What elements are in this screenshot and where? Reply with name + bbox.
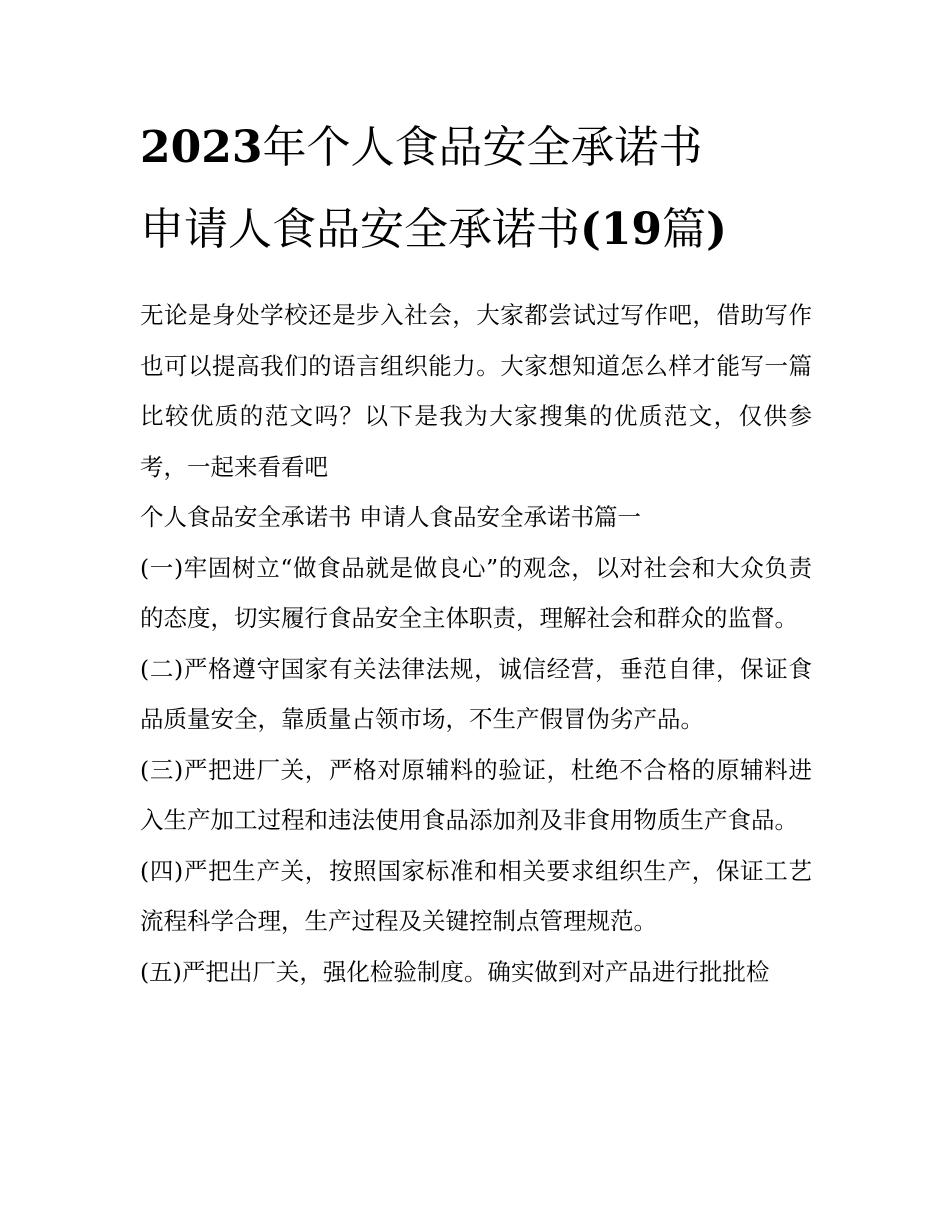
title-line-1	[140, 112, 812, 184]
commitment-item-2: (二)严格遵守国家有关法律法规，诚信经营，垂范自律，保证食品质量安全，靠质量占领市场，不生产假冒伪劣产品。	[140, 654, 812, 733]
title-line-2	[140, 194, 812, 266]
document-title	[140, 112, 812, 266]
section-heading: 个人食品安全承诺书 申请人食品安全承诺书篇一	[140, 503, 641, 531]
document-body	[140, 290, 812, 997]
commitment-item-3: (三)严把进厂关，严格对原辅料的验证，杜绝不合格的原辅料进入生产加工过程和违法使用食品添加剂及非食用物质生产食品。	[140, 755, 812, 834]
title-year: 2023	[140, 122, 263, 173]
title-count-close: )	[706, 204, 727, 255]
document-page	[140, 112, 812, 997]
commitment-item-4: (四)严把生产关，按照国家标准和相关要求组织生产，保证工艺流程科学合理，生产过程及关键控制点管理规范。	[140, 856, 812, 935]
commitment-item-1: (一)牢固树立“做食品就是做良心”的观念，以对社会和大众负责的态度，切实履行食品安全主体职责，理解社会和群众的监督。	[140, 553, 812, 632]
intro-paragraph: 无论是身处学校还是步入社会，大家都尝试过写作吧，借助写作也可以提高我们的语言组织能力。大家想知道怎么样才能写一篇比较优质的范文吗？以下是我为大家搜集的优质范文，仅供参考，一起来看看吧	[140, 301, 812, 481]
title-line-1-text: 年个人食品安全承诺书	[262, 122, 703, 173]
commitment-item-5: (五)严把出厂关，强化检验制度。确实做到对产品进行批批检	[140, 957, 770, 986]
title-count-open: (19	[580, 204, 663, 255]
title-line-2-text: 申请人食品安全承诺书	[140, 204, 580, 255]
title-count-word: 篇	[662, 204, 707, 255]
